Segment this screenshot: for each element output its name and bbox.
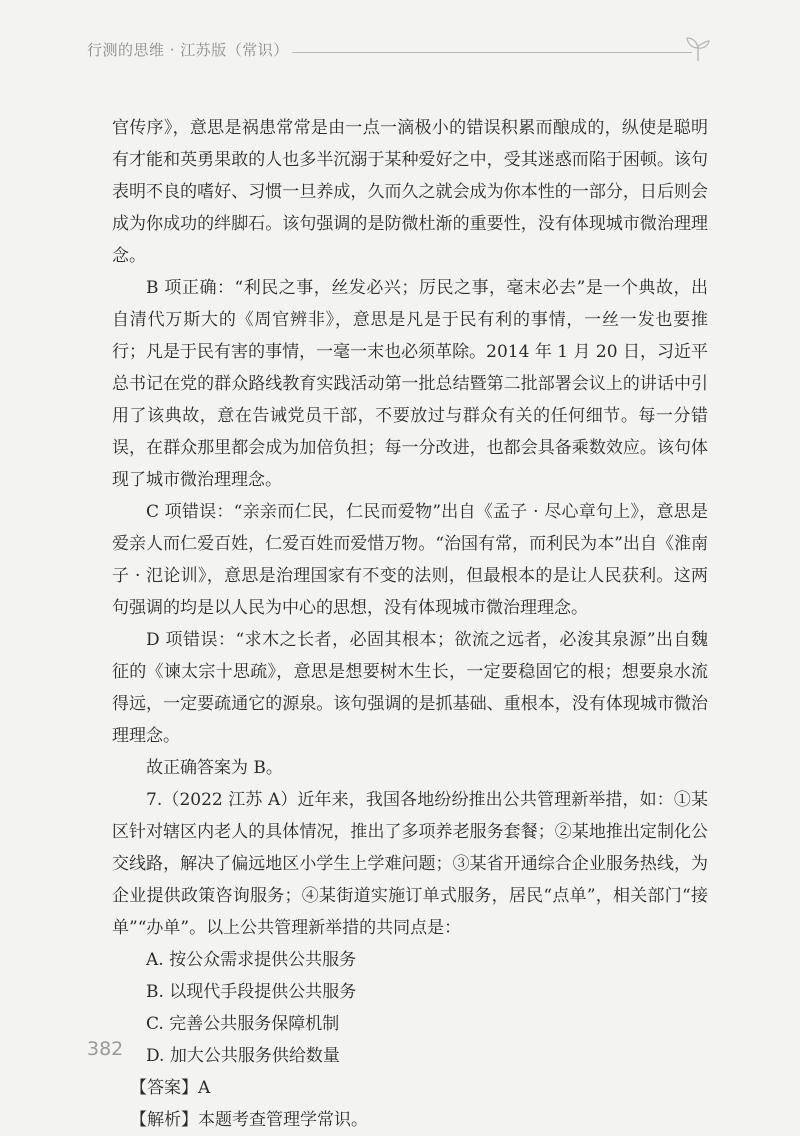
page-number: 382 [87,1038,124,1060]
paragraph: 故正确答案为 B。 [146,758,283,778]
answer-line: 【答案】A [130,1078,211,1098]
header-divider [292,52,692,53]
sprout-icon [683,33,713,63]
question-stem: 7.（2022 江苏 A）近年来，我国各地纷纷推出公共管理新举措，如：①某区针对辖区内老人的具体情况，推出了多项养老服务套餐；②某地推出定制化公交线路，解决了偏远地区小学生上学难问题；③某省开通综合企业服务热线，为企业提供政策咨询服务；④某街道实施订单式服务，居民“点单”，相关部门“接单”“办单”。以上公共管理新举措的共同点是： [112,790,708,938]
page-body [112,112,708,1136]
analysis-line: 【解析】本题考查管理学常识。 [130,1110,368,1130]
paragraph: 官传序》，意思是祸患常常是由一点一滴极小的错误积累而酿成的，纵使是聪明有才能和英勇果敢的人也多半沉溺于某种爱好之中，受其迷惑而陷于困顿。该句表明不良的嗜好、习惯一旦养成，久而久之就会成为你本性的一部分，日后则会成为你成功的绊脚石。该句强调的是防微杜渐的重要性，没有体现城市微治理理念。 [112,118,708,266]
book-title: 行测的思维 · 江苏版（常识） [87,41,289,59]
option-a: A. 按公众需求提供公共服务 [146,950,357,970]
running-header [87,35,717,65]
paragraph: C 项错误：“亲亲而仁民，仁民而爱物”出自《孟子 · 尽心章句上》，意思是爱亲人而仁爱百姓，仁爱百姓而爱惜万物。“治国有常，而利民为本”出自《淮南子 · 氾论训》，意思是治理国家有不变的法则，但最根本的是让人民获利。这两句强调的均是以人民为中心的思想，没有体现城市微治理理念。 [112,502,708,618]
option-d: D. 加大公共服务供给数量 [146,1046,340,1066]
paragraph: B 项正确：“利民之事，丝发必兴；厉民之事，毫末必去”是一个典故，出自清代万斯大的《周官辨非》，意思是凡是于民有利的事情，一丝一发也要推行；凡是于民有害的事情，一毫一末也必须革除。2014 年 1 月 20 日，习近平总书记在党的群众路线教育实践活动第一批总结暨第二批部署会议上的讲话中引用了该典故，意在告诫党员干部，不要放过与群众有关的任何细节。每一分错误，在群众那里都会成为加倍负担；每一分改进，也都会具备乘数效应。该句体现了城市微治理理念。 [112,278,708,490]
paragraph: D 项错误：“求木之长者，必固其根本；欲流之远者，必浚其泉源”出自魏征的《谏太宗十思疏》，意思是想要树木生长，一定要稳固它的根；想要泉水流得远，一定要疏通它的源泉。该句强调的是抓基础、重根本，没有体现城市微治理理念。 [112,630,708,746]
option-b: B. 以现代手段提供公共服务 [146,982,357,1002]
option-c: C. 完善公共服务保障机制 [146,1014,340,1034]
